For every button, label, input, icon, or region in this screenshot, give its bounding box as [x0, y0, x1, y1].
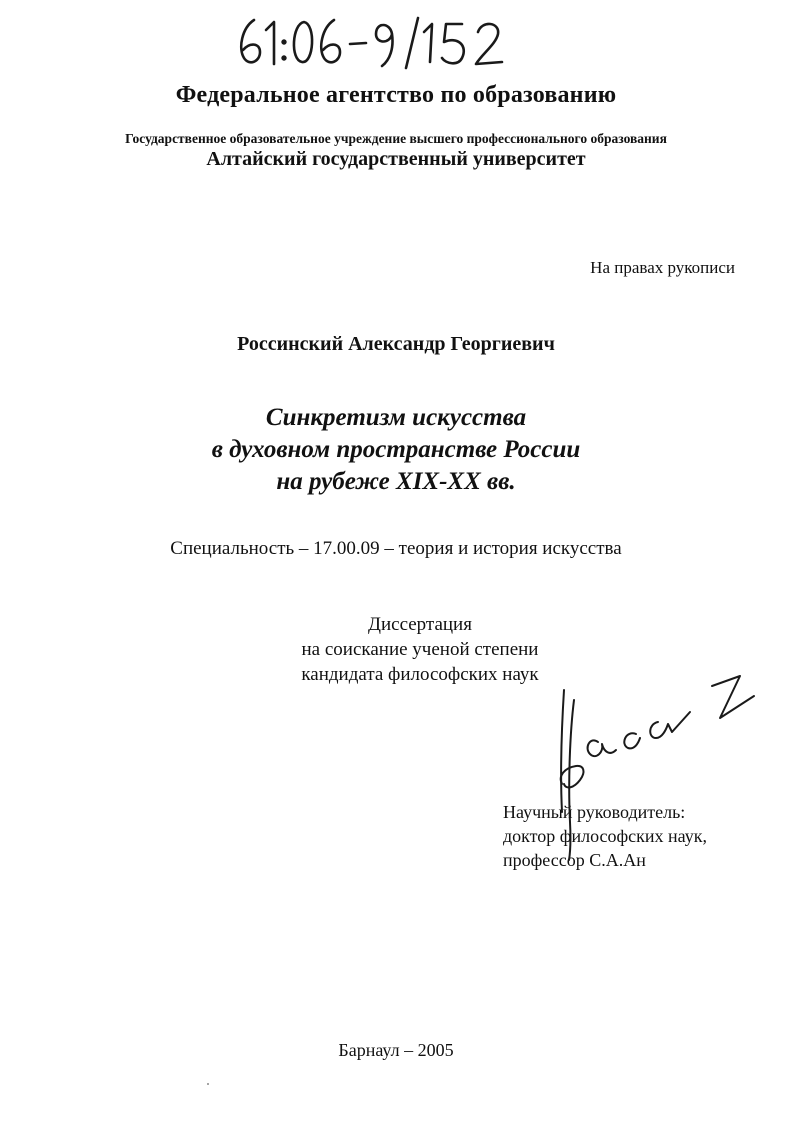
institution-full-name: Государственное образовательное учреждение высшего профессионального образования: [125, 131, 667, 146]
manuscript-note: На правах рукописи: [590, 258, 735, 277]
agency-heading: Федеральное агентство по образованию: [175, 82, 617, 108]
degree-line-2: кандидата философских наук: [301, 664, 539, 685]
specialty-line: Специальность – 17.00.09 – теория и история искусства: [170, 538, 622, 559]
supervisor-label: Научный руководитель:: [503, 802, 686, 822]
degree-line-1: на соискание ученой степени: [301, 639, 539, 660]
scan-speck: [207, 1083, 209, 1085]
author-signature: [540, 672, 770, 862]
dissertation-label: Диссертация: [368, 614, 472, 635]
supervisor-name: профессор С.А.Ан: [503, 850, 646, 870]
handwritten-archive-number: [232, 12, 512, 72]
university-name: Алтайский государственный университет: [206, 148, 586, 170]
city-year: Барнаул – 2005: [338, 1040, 454, 1060]
dissertation-title: [0, 402, 792, 498]
title-line-2: в духовном пространстве России: [211, 436, 581, 463]
supervisor-degree: доктор философских наук,: [503, 826, 707, 846]
title-line-3: на рубеже XIX-XX вв.: [276, 468, 516, 495]
title-line-1: Синкретизм искусства: [265, 404, 527, 431]
author-name: Россинский Александр Георгиевич: [237, 333, 555, 355]
